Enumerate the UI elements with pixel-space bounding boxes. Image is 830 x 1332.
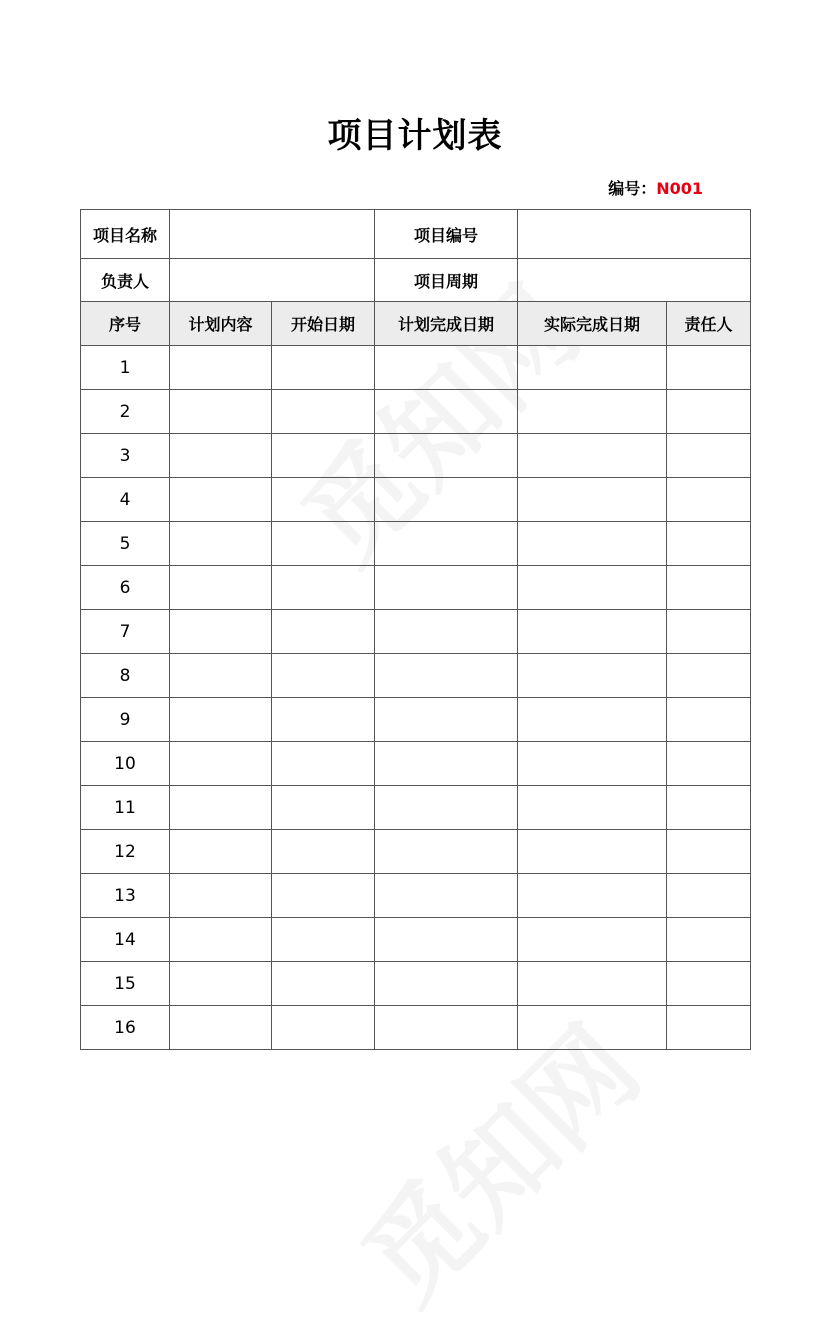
table-cell[interactable] [375,962,518,1006]
table-cell[interactable] [667,434,751,478]
table-cell[interactable] [272,918,375,962]
table-cell[interactable] [170,830,272,874]
row-number: 2 [81,390,170,434]
row-number: 11 [81,786,170,830]
table-cell[interactable] [518,654,667,698]
table-cell[interactable] [170,522,272,566]
table-row [81,698,751,742]
table-cell[interactable] [272,522,375,566]
table-cell[interactable] [667,390,751,434]
document-code-value: N001 [656,179,703,198]
document-code-label: 编号： [608,179,657,198]
table-cell[interactable] [272,830,375,874]
table-cell[interactable] [667,654,751,698]
table-cell[interactable] [518,434,667,478]
table-cell[interactable] [667,830,751,874]
table-cell[interactable] [518,786,667,830]
table-cell[interactable] [170,478,272,522]
column-header: 实际完成日期 [518,302,667,346]
table-cell[interactable] [375,346,518,390]
table-cell[interactable] [375,786,518,830]
table-cell[interactable] [518,522,667,566]
project-plan-table [80,209,751,1050]
column-header: 计划完成日期 [375,302,518,346]
table-cell[interactable] [667,478,751,522]
table-cell[interactable] [272,434,375,478]
row-number: 8 [81,654,170,698]
table-cell[interactable] [170,874,272,918]
table-cell[interactable] [518,610,667,654]
table-cell[interactable] [170,566,272,610]
table-cell[interactable] [170,390,272,434]
row-number: 9 [81,698,170,742]
table-cell[interactable] [667,698,751,742]
table-cell[interactable] [667,918,751,962]
column-header: 开始日期 [272,302,375,346]
table-cell[interactable] [170,1006,272,1050]
table-cell[interactable] [272,346,375,390]
project-number-label: 项目编号 [375,210,518,259]
table-cell[interactable] [375,654,518,698]
table-cell[interactable] [272,478,375,522]
table-cell[interactable] [170,346,272,390]
table-cell[interactable] [375,478,518,522]
table-row [81,478,751,522]
row-number: 3 [81,434,170,478]
table-cell[interactable] [170,698,272,742]
table-cell[interactable] [170,742,272,786]
table-row [81,786,751,830]
table-cell[interactable] [518,390,667,434]
table-cell[interactable] [667,610,751,654]
table-cell[interactable] [518,1006,667,1050]
table-cell[interactable] [518,742,667,786]
table-row [81,830,751,874]
table-row [81,390,751,434]
table-cell[interactable] [375,918,518,962]
table-row [81,918,751,962]
table-cell[interactable] [667,742,751,786]
document-code [608,176,703,199]
row-number: 12 [81,830,170,874]
table-cell[interactable] [375,390,518,434]
table-cell[interactable] [170,654,272,698]
table-cell[interactable] [272,742,375,786]
table-cell[interactable] [518,478,667,522]
table-cell[interactable] [518,918,667,962]
table-cell[interactable] [518,962,667,1006]
table-cell[interactable] [272,566,375,610]
column-header: 计划内容 [170,302,272,346]
table-cell[interactable] [272,654,375,698]
table-row [81,566,751,610]
row-number: 14 [81,918,170,962]
table-cell[interactable] [667,962,751,1006]
table-cell[interactable] [667,566,751,610]
column-header: 责任人 [667,302,751,346]
table-row [81,654,751,698]
table-row [81,1006,751,1050]
table-cell[interactable] [667,522,751,566]
table-row [81,346,751,390]
table-cell[interactable] [272,1006,375,1050]
table-cell[interactable] [272,962,375,1006]
row-number: 7 [81,610,170,654]
table-cell[interactable] [518,698,667,742]
row-number: 4 [81,478,170,522]
column-header: 序号 [81,302,170,346]
table-cell[interactable] [375,874,518,918]
project-period-label: 项目周期 [375,259,518,302]
table-row [81,874,751,918]
table-cell[interactable] [272,698,375,742]
table-cell[interactable] [518,874,667,918]
table-cell[interactable] [272,390,375,434]
table-cell[interactable] [375,698,518,742]
table-cell[interactable] [518,346,667,390]
row-number: 6 [81,566,170,610]
table-cell[interactable] [272,786,375,830]
owner-label: 负责人 [81,259,170,302]
table-cell[interactable] [375,566,518,610]
table-row [81,742,751,786]
table-cell[interactable] [170,962,272,1006]
project-name-value[interactable] [170,210,375,259]
table-cell[interactable] [170,786,272,830]
table-cell[interactable] [272,610,375,654]
project-period-value[interactable] [518,259,751,302]
project-number-value[interactable] [518,210,751,259]
row-number: 15 [81,962,170,1006]
table-cell[interactable] [667,346,751,390]
table-row [81,610,751,654]
table-cell[interactable] [170,918,272,962]
project-name-label: 项目名称 [81,210,170,259]
table-cell[interactable] [170,434,272,478]
table-row [81,522,751,566]
page-title: 项目计划表 [327,116,503,156]
row-number: 1 [81,346,170,390]
table-cell[interactable] [375,1006,518,1050]
table-cell[interactable] [375,522,518,566]
table-cell[interactable] [272,874,375,918]
row-number: 5 [81,522,170,566]
table-cell[interactable] [667,786,751,830]
table-cell[interactable] [375,434,518,478]
table-cell[interactable] [375,830,518,874]
table-row [81,962,751,1006]
row-number: 13 [81,874,170,918]
table-cell[interactable] [170,610,272,654]
table-header-row [81,302,751,346]
owner-value[interactable] [170,259,375,302]
table-cell[interactable] [518,830,667,874]
table-cell[interactable] [375,742,518,786]
row-number: 10 [81,742,170,786]
table-cell[interactable] [518,566,667,610]
row-number: 16 [81,1006,170,1050]
table-cell[interactable] [375,610,518,654]
table-cell[interactable] [667,874,751,918]
table-row [81,434,751,478]
table-cell[interactable] [667,1006,751,1050]
